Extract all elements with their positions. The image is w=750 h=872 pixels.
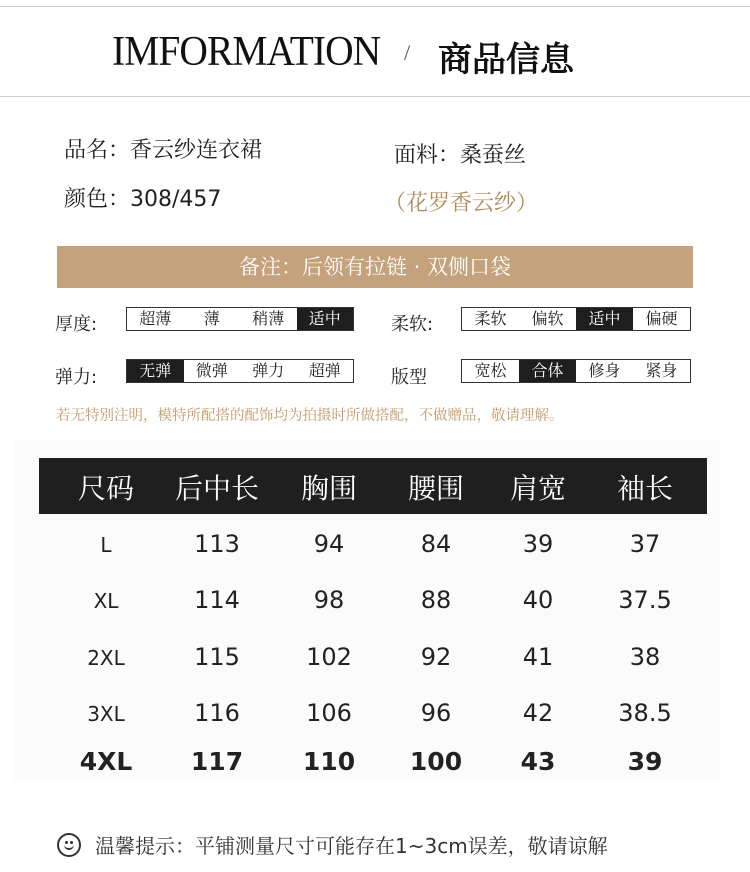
- size-table-cell: 115: [194, 643, 240, 671]
- thickness-options: [126, 307, 354, 331]
- remark-banner: 备注：后领有拉链 · 双侧口袋: [57, 246, 693, 288]
- title-divider: /: [404, 40, 411, 65]
- thickness-option: 稍薄: [252, 309, 285, 328]
- thickness-option: 超薄: [139, 309, 172, 328]
- thickness-label: 厚度:: [55, 314, 98, 335]
- size-table-cell: 39: [627, 747, 663, 776]
- elasticity-option: 弹力: [252, 361, 285, 380]
- title-chinese: 商品信息: [438, 40, 574, 80]
- fit-options: [461, 359, 691, 383]
- softness-option: 适中: [576, 308, 633, 330]
- size-table-cell: 102: [306, 643, 352, 671]
- size-table-header-cell: 胸围: [300, 472, 358, 505]
- size-table-cell: 94: [313, 530, 345, 558]
- size-table-cell: 92: [420, 643, 452, 671]
- product-fabric-note: （花罗香云纱）: [384, 191, 539, 216]
- size-table-cell: 106: [306, 699, 352, 727]
- size-table-cell: 2XL: [87, 646, 125, 670]
- size-table-header-cell: 后中长: [174, 472, 260, 505]
- measurement-tip: [57, 830, 608, 859]
- accessory-note: 若无特别注明，模特所配搭的配饰均为拍摄时所做搭配，不做赠品，敬请理解。: [56, 408, 564, 424]
- softness-option: 柔软: [474, 309, 507, 328]
- size-table-cell: 113: [194, 530, 240, 558]
- product-color: 颜色：308/457: [64, 187, 222, 212]
- size-table-cell: 84: [420, 530, 452, 558]
- size-table-cell: 3XL: [87, 702, 125, 726]
- size-table-cell: 100: [409, 747, 463, 776]
- size-table-cell: 96: [420, 699, 452, 727]
- top-rule: [0, 6, 750, 7]
- elasticity-option: 微弹: [195, 361, 228, 380]
- size-table-cell: 37: [629, 530, 661, 558]
- size-table-cell: 110: [302, 747, 356, 776]
- size-table-cell: L: [100, 533, 112, 557]
- size-table-header-cell: 肩宽: [509, 472, 567, 505]
- fit-label: 版型: [391, 367, 427, 388]
- fit-option: 修身: [588, 361, 621, 380]
- size-table-cell: 40: [522, 586, 554, 614]
- title-english: IMFORMATION: [112, 29, 381, 75]
- size-table-cell: 98: [313, 586, 345, 614]
- fit-option: 合体: [519, 360, 576, 382]
- smiley-icon: [57, 833, 81, 857]
- size-table-cell: 42: [522, 699, 554, 727]
- size-table-cell: 116: [194, 699, 240, 727]
- elasticity-options: [126, 359, 354, 383]
- fit-option: 紧身: [645, 361, 678, 380]
- size-table-cell: 37.5: [618, 586, 672, 614]
- product-fabric: 面料：桑蚕丝: [394, 143, 527, 168]
- size-table-cell: 41: [522, 643, 554, 671]
- size-table-header-cell: 尺码: [77, 472, 135, 505]
- size-table-cell: XL: [93, 589, 119, 613]
- tip-text: 温馨提示：平铺测量尺寸可能存在1~3cm误差，敬请谅解: [95, 834, 608, 858]
- size-table-cell: 43: [520, 747, 556, 776]
- size-table-cell: 114: [194, 586, 240, 614]
- elasticity-option: 超弹: [308, 361, 341, 380]
- size-table-cell: 38: [629, 643, 661, 671]
- size-table-cell: 39: [522, 530, 554, 558]
- size-table-cell: 88: [420, 586, 452, 614]
- size-table-header-cell: 袖长: [616, 472, 674, 505]
- softness-label: 柔软:: [391, 314, 434, 335]
- size-table-header: [39, 458, 707, 514]
- header-rule: [0, 96, 750, 97]
- thickness-option: 适中: [297, 308, 354, 330]
- size-table-header-cell: 腰围: [407, 472, 465, 505]
- thickness-option: 薄: [203, 309, 220, 328]
- product-name: 品名：香云纱连衣裙: [64, 138, 263, 163]
- softness-option: 偏硬: [645, 309, 678, 328]
- elasticity-label: 弹力:: [55, 367, 98, 388]
- size-table-cell: 117: [190, 747, 244, 776]
- size-table-cell: 4XL: [79, 747, 133, 776]
- fit-option: 宽松: [474, 361, 507, 380]
- size-table-cell: 38.5: [618, 699, 672, 727]
- softness-option: 偏软: [531, 309, 564, 328]
- elasticity-option: 无弹: [127, 360, 184, 382]
- softness-options: [461, 307, 691, 331]
